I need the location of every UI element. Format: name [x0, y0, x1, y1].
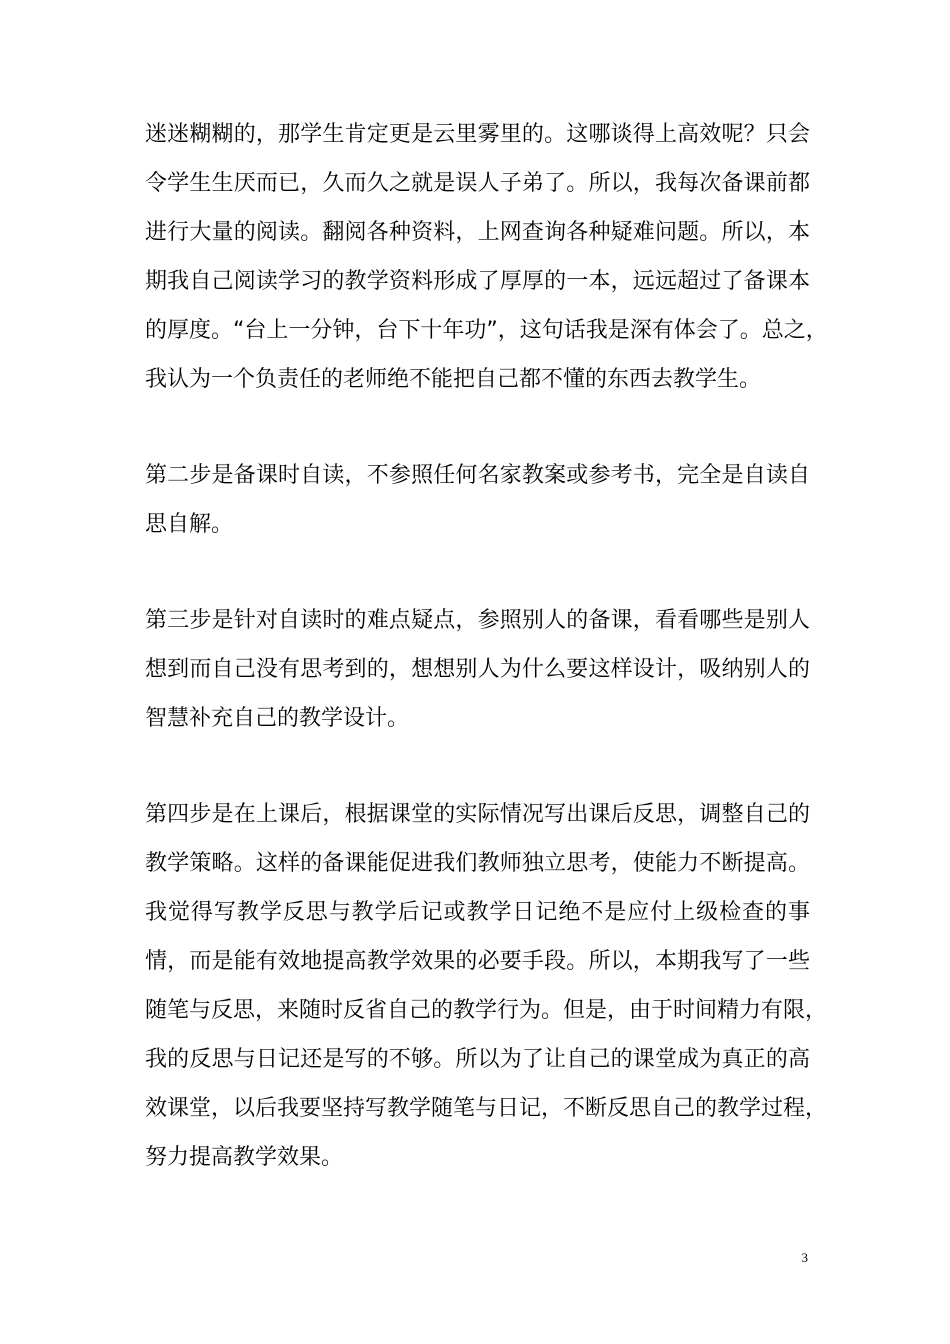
text-line: 期我自己阅读学习的教学资料形成了厚厚的一本，远远超过了备课本: [145, 269, 810, 294]
text-line: 我认为一个负责任的老师绝不能把自己都不懂的东西去教学生。: [145, 367, 762, 392]
paragraph-4: [145, 790, 828, 1182]
paragraph-2: [145, 451, 810, 549]
page-number: 3: [801, 1250, 808, 1265]
text-line: 想到而自己没有思考到的，想想别人为什么要这样设计，吸纳别人的: [145, 657, 810, 682]
text-line: 进行大量的阅读。翻阅各种资料，上网查询各种疑难问题。所以，本: [145, 220, 810, 245]
text-line: 令学生生厌而已，久而久之就是误人子弟了。所以，我每次备课前都: [145, 171, 810, 196]
text-line: 第三步是针对自读时的难点疑点，参照别人的备课，看看哪些是别人: [145, 608, 810, 633]
paragraph-1: [145, 110, 828, 404]
text-line: 我觉得写教学反思与教学后记或教学日记绝不是应付上级检查的事: [145, 900, 810, 925]
text-line: 思自解。: [145, 512, 234, 537]
text-line: 的厚度。“台上一分钟，台下十年功”，这句话我是深有体会了。总之，: [145, 318, 828, 343]
document-body: [145, 110, 828, 1229]
text-line: 第二步是备课时自读，不参照任何名家教案或参考书，完全是自读自: [145, 463, 810, 488]
text-line: 第四步是在上课后，根据课堂的实际情况写出课后反思，调整自己的: [145, 802, 810, 827]
text-line: 教学策略。这样的备课能促进我们教师独立思考，使能力不断提高。: [145, 851, 810, 876]
text-line: 智慧补充自己的教学设计。: [145, 706, 410, 731]
text-line: 迷迷糊糊的，那学生肯定更是云里雾里的。这哪谈得上高效呢？只会: [145, 122, 810, 147]
text-line: 情，而是能有效地提高教学效果的必要手段。所以，本期我写了一些: [145, 949, 810, 974]
text-line: 我的反思与日记还是写的不够。所以为了让自己的课堂成为真正的高: [145, 1047, 810, 1072]
text-line: 努力提高教学效果。: [145, 1145, 344, 1170]
text-line: 效课堂，以后我要坚持写教学随笔与日记，不断反思自己的教学过程，: [145, 1096, 828, 1121]
paragraph-3: [145, 596, 810, 743]
text-line: 随笔与反思，来随时反省自己的教学行为。但是，由于时间精力有限，: [145, 998, 828, 1023]
